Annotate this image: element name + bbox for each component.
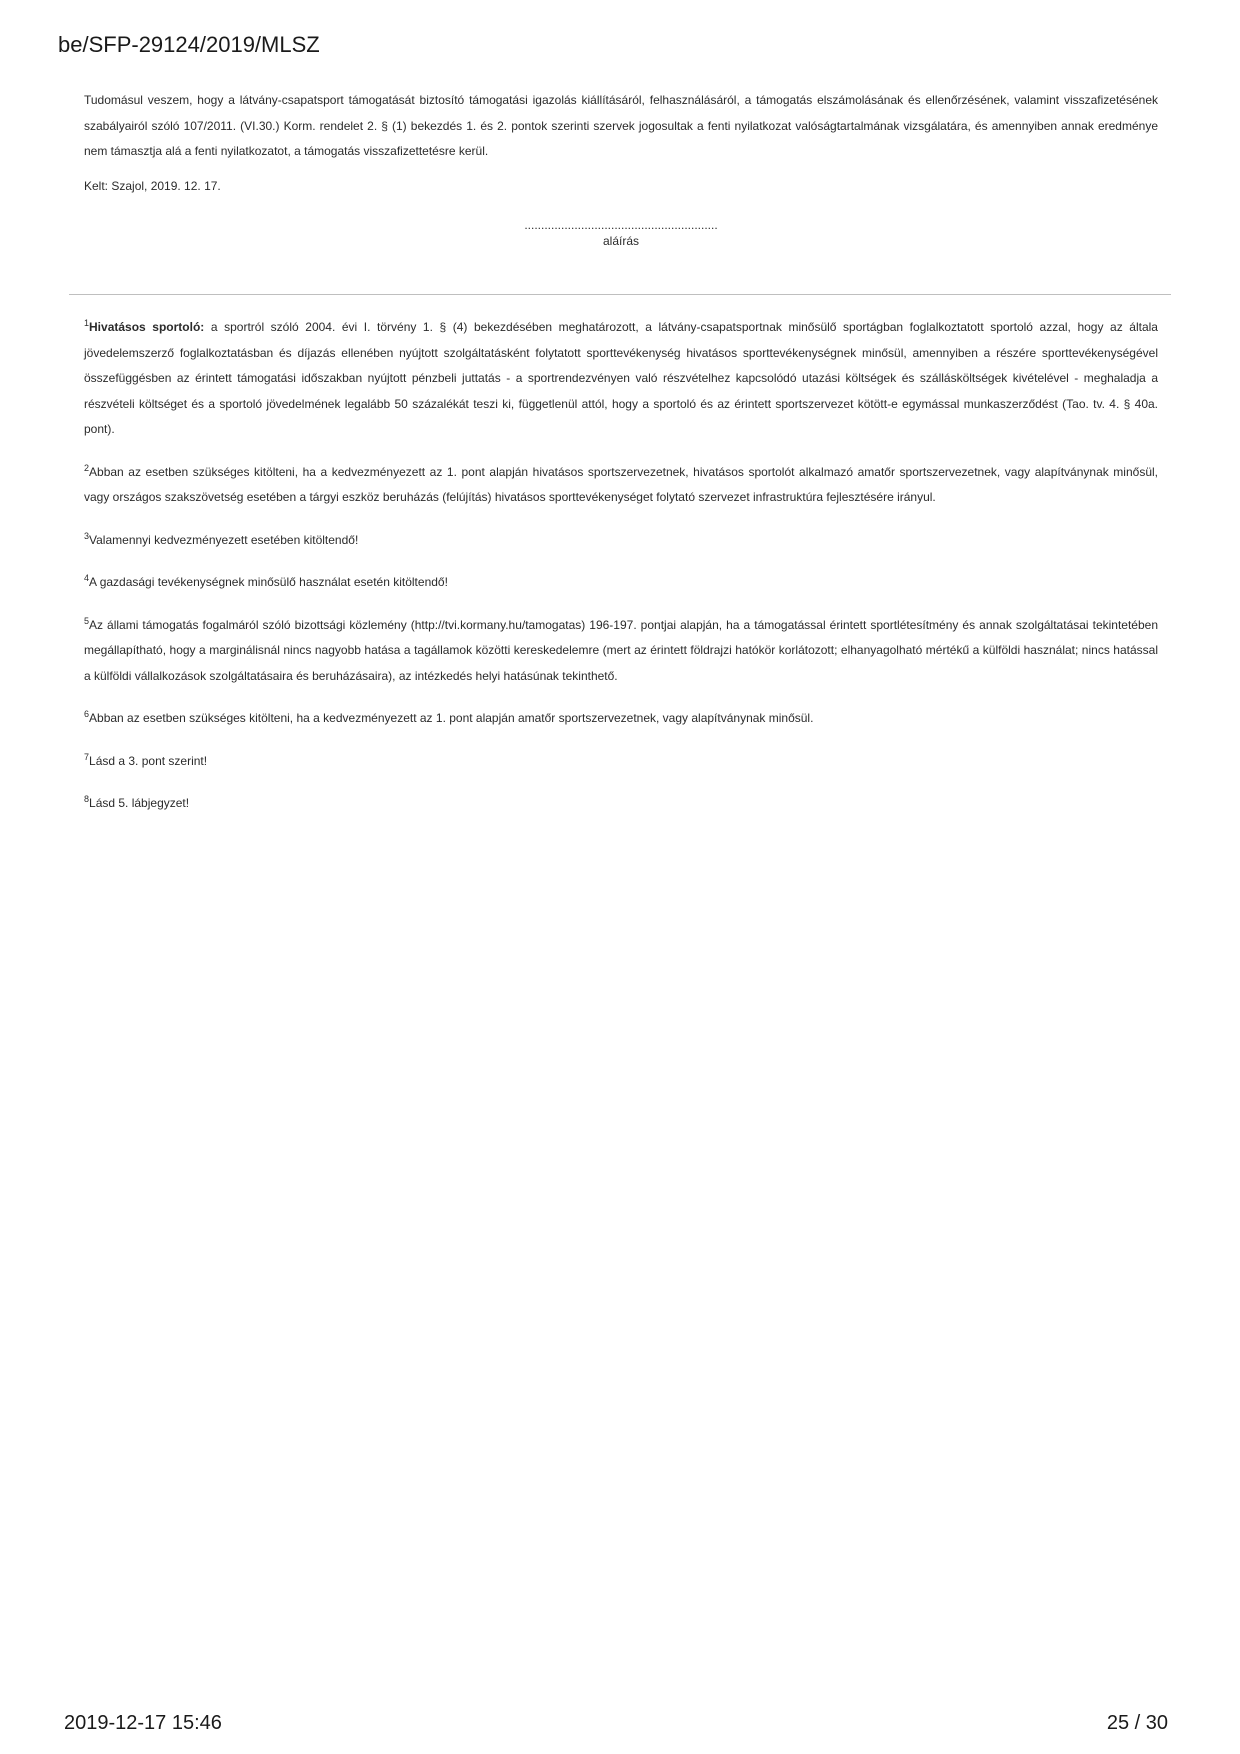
footnote-2 [84,460,1158,511]
footnote-number: 5 [84,615,90,626]
footnote-number: 2 [84,462,90,473]
declaration-paragraph: Tudomásul veszem, hogy a látvány-csapatsport támogatását biztosító támogatási igazolás kiállításáról, felhasználásáról, a támogatás elszámolásának és ellenőrzésének, valamint visszafizetésének szabályairól szóló 107/2011. (VI.30.) Korm. rendelet 2. § (1) bekezdés 1. és 2. pontok szerinti szervek jogosultak a fenti nyilatkozat valóságtartalmának vizsgálatára, és amennyiben annak eredménye nem támasztja alá a fenti nyilatkozatot, a támogatás visszafizettetésre kerül. [84,93,1158,158]
document-id-header: be/SFP-29124/2019/MLSZ [58,32,320,57]
footnote-3 [84,528,1158,554]
date-place-line: Kelt: Szajol, 2019. 12. 17. [84,178,221,193]
footnote-text: A gazdasági tevékenységnek minősülő használat esetén kitöltendő! [89,575,448,589]
footnote-text: Lásd a 3. pont szerint! [89,753,208,768]
footnote-text: a sportról szóló 2004. évi I. törvény 1. § (4) bekezdésében meghatározott, a látvány-csapatsportnak minősülő sportágban foglalkoztatott sportoló azzal, hogy az általa jövedelemszerző foglalkoztatásban és díjazás ellenében nyújtott szolgáltatásként folytatott sporttevékenység hivatásos sporttevékenységnek minősül, amennyiben a részére sporttevékenységével összefüggésben az érintett támogatási időszakban nyújtott pénzbeli juttatás - a sportrendezvényen való részvételhez kapcsolódó utazási költségek és szállásköltségek kivételével - meghaladja a részvételi költséget és a sportoló jövedelmének legalább 50 százalékát teszi ki, függetlenül attól, hogy a sportoló és az érintett sportszervezet kötött-e egymással munkaszerződést (Tao. tv. 4. § 40a. pont). [84,320,1158,436]
footnote-text: Az állami támogatás fogalmáról szóló bizottsági közlemény (http://tvi.kormany.hu/tamogatas) 196-197. pontjai alapján, ha a támogatással érintett sportlétesítmény és annak szolgáltatásai tekintetében megállapítható, hogy a marginálisnál nincs nagyobb hatása a tagállamok közötti kereskedelemre (mert az érintett földrajzi hatókör korlátozott; elhanyagolható mértékű a külföldi használat; nincs hatással a külföldi vállalkozások szolgáltatásaira és beruházásaira), az intézkedés helyi hatásúnak tekinthető. [84,617,1158,683]
footnote-text: Abban az esetben szükséges kitölteni, ha a kedvezményezett az 1. pont alapján hivatásos sportszervezetnek, hivatásos sportolót alkalmazó amatőr sportszervezetnek, vagy alapítványnak minősül, vagy országos szakszövetség esetében a tárgyi eszköz beruházás (felújítás) hivatásos sporttevékenységet folytató szervezet infrastruktúra fejlesztésére irányul. [84,464,1158,504]
footnote-number: 6 [84,709,90,719]
signature-line: .......................................................... [524,217,718,232]
footnotes-section [84,315,1158,834]
footnote-8 [84,791,1158,817]
footnote-number: 8 [84,794,90,804]
declaration-section [84,88,1158,249]
footnote-divider [69,294,1171,295]
footnote-text: Lásd 5. lábjegyzet! [89,796,190,810]
footnote-4 [84,570,1158,596]
footnote-1 [84,315,1158,443]
signature-block [84,217,1158,249]
footnote-term: Hivatásos sportoló: [89,320,205,334]
footnote-number: 1 [84,318,90,328]
footnote-6 [84,706,1158,732]
print-timestamp: 2019-12-17 15:46 [64,1712,222,1734]
footnote-number: 7 [84,751,90,762]
footnote-number: 3 [84,530,90,541]
footnote-number: 4 [84,573,90,583]
signature-label: aláírás [602,233,640,248]
footnote-text: Valamennyi kedvezményezett esetében kitöltendő! [89,532,359,547]
page-number: 25 / 30 [1106,1712,1168,1734]
footnote-7 [84,749,1158,775]
footnote-text: Abban az esetben szükséges kitölteni, ha a kedvezményezett az 1. pont alapján amatőr sportszervezetnek, vagy alapítványnak minősül. [89,711,814,725]
footnote-5 [84,613,1158,690]
